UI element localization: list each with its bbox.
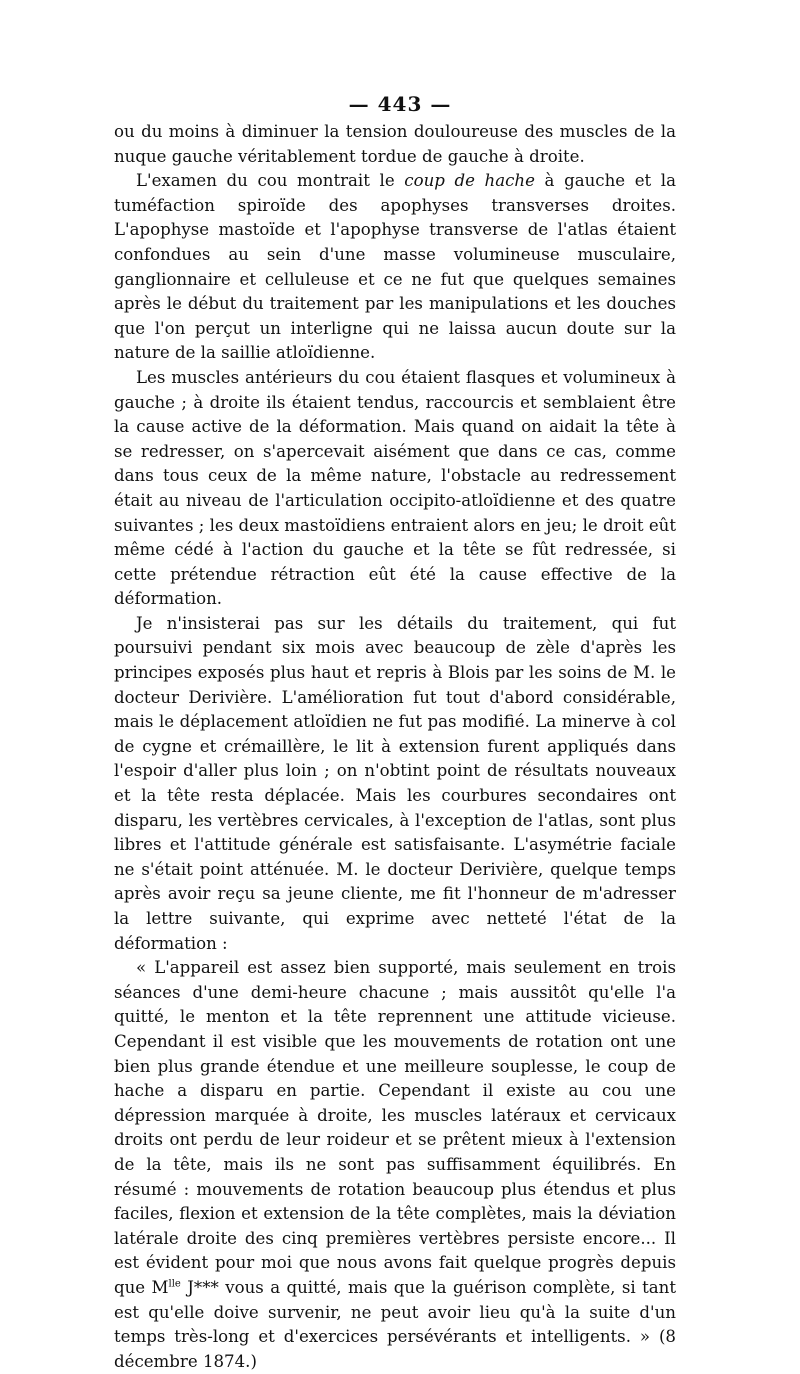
paragraph-5-superscript: lle: [168, 1278, 181, 1290]
body-text: [114, 120, 676, 1374]
paragraph-5-text-before: « L'appareil est assez bien supporté, mais seulement en trois séances d'une demi-heure chacune ; mais aussitôt qu'elle l'a quitté, le menton et la tête reprennent une attitude vicieuse. Cependant il est visible que les mouvements de rotation ont une bien plus grande étendue et une meilleure souplesse, le coup de hache a disparu en partie. Cependant il existe au cou une dépression marquée à droite, les muscles latéraux et cervicaux droits ont perdu de leur roideur et se prêtent mieux à l'extension de la tête, mais ils ne sont pas suffisamment équilibrés. En résumé : mouvements de rotation beaucoup plus étendus et plus faciles, flexion et extension de la tête complètes, mais la déviation latérale droite des cinq premières vertèbres persiste encore... Il est évident pour moi que nous avons fait quelque progrès depuis que M: [114, 958, 676, 1297]
paragraph-5-text-after: J*** vous a quitté, mais que la guérison complète, si tant est qu'elle doive survenir, ne peut avoir lieu qu'à la suite d'un temps très-long et d'exercices persévérants et intelligents. » (8 décembre 1874.): [114, 1277, 676, 1371]
page-number: — 443 —: [348, 92, 452, 116]
paragraph-2-emphasis: coup de hache: [404, 171, 535, 191]
paragraph-2-text-before: L'examen du cou montrait le: [136, 171, 405, 191]
paragraph-3: [114, 366, 676, 612]
paragraph-4-text: Je n'insisterai pas sur les détails du traitement, qui fut poursuivi pendant six mois avec beaucoup de zèle d'après les principes exposés plus haut et repris à Blois par les soins de M. le docteur Derivière. L'amélioration fut tout d'abord considérable, mais le déplacement atloïdien ne fut pas modifié. La minerve à col de cygne et crémaillère, le lit à extension furent appliqués dans l'espoir d'aller plus loin ; on n'obtint point de résultats nouveaux et la tête resta déplacée. Mais les courbures secondaires ont disparu, les vertèbres cervicales, à l'exception de l'atlas, sont plus libres et l'attitude générale est satisfaisante. L'asymétrie faciale ne s'était point atténuée. M. le docteur Derivière, quelque temps après avoir reçu sa jeune cliente, me fit l'honneur de m'adresser la lettre suivante, qui exprime avec netteté l'état de la déformation :: [114, 613, 676, 953]
paragraph-2-text-after: à gauche et la tuméfaction spiroïde des apophyses transverses droites. L'apophyse mastoïde et l'apophyse transverse de l'atlas étaient confondues au sein d'une masse volumineuse musculaire, ganglionnaire et celluleuse et ce ne fut que quelques semaines après le début du traitement par les manipulations et les douches que l'on perçut un interligne qui ne laissa aucun doute sur la nature de la saillie atloïdienne.: [114, 171, 676, 363]
paragraph-5-letter-quote: [114, 956, 676, 1374]
paragraph-4: [114, 612, 676, 956]
paragraph-2: [114, 169, 676, 366]
paragraph-1: [114, 120, 676, 169]
paragraph-1-text: ou du moins à diminuer la tension douloureuse des muscles de la nuque gauche véritablement tordue de gauche à droite.: [114, 122, 676, 166]
paragraph-3-text: Les muscles antérieurs du cou étaient flasques et volumineux à gauche ; à droite ils étaient tendus, raccourcis et semblaient être la cause active de la déformation. Mais quand on aidait la tête à se redresser, on s'apercevait aisément que dans ce cas, comme dans tous ceux de la même nature, l'obstacle au redressement était au niveau de l'articulation occipito-atloïdienne et des quatre suivantes ; les deux mastoïdiens entraient alors en jeu; le droit eût même cédé à l'action du gauche et la tête se fût redressée, si cette prétendue rétraction eût été la cause effective de la déformation.: [114, 367, 676, 609]
